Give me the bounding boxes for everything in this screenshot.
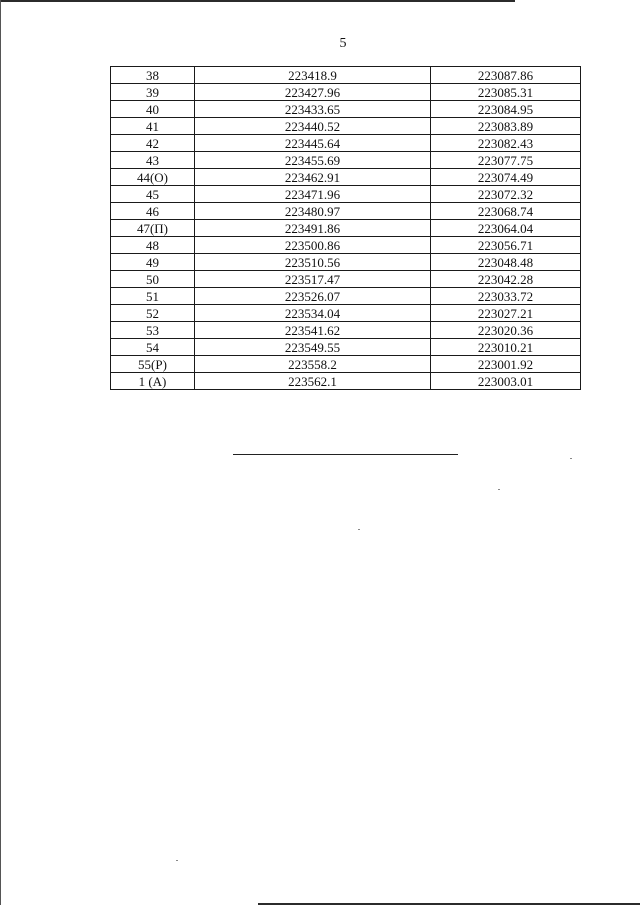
y-coordinate-cell: 223068.74: [431, 203, 581, 220]
point-number-cell: 52: [111, 305, 195, 322]
x-coordinate-cell: 223526.07: [195, 288, 431, 305]
table-row: [111, 271, 581, 288]
y-coordinate-cell: 223003.01: [431, 373, 581, 390]
table-row: [111, 322, 581, 339]
point-number-cell: 54: [111, 339, 195, 356]
x-coordinate-cell: 223549.55: [195, 339, 431, 356]
y-coordinate-cell: 223077.75: [431, 152, 581, 169]
x-coordinate-cell: 223510.56: [195, 254, 431, 271]
x-coordinate-cell: 223517.47: [195, 271, 431, 288]
table-row: [111, 118, 581, 135]
x-coordinate-cell: 223558.2: [195, 356, 431, 373]
y-coordinate-cell: 223072.32: [431, 186, 581, 203]
table-row: [111, 135, 581, 152]
table-row: [111, 288, 581, 305]
table-row: [111, 101, 581, 118]
y-coordinate-cell: 223027.21: [431, 305, 581, 322]
y-coordinate-cell: 223074.49: [431, 169, 581, 186]
point-number-cell: 45: [111, 186, 195, 203]
page-number: 5: [339, 36, 347, 51]
y-coordinate-cell: 223087.86: [431, 67, 581, 84]
x-coordinate-cell: 223500.86: [195, 237, 431, 254]
scan-edge-left: [0, 0, 1, 905]
y-coordinate-cell: 223085.31: [431, 84, 581, 101]
point-number-cell: 41: [111, 118, 195, 135]
point-number-cell: 44(O): [111, 169, 195, 186]
point-number-cell: 49: [111, 254, 195, 271]
point-number-cell: 39: [111, 84, 195, 101]
y-coordinate-cell: 223064.04: [431, 220, 581, 237]
table-row: [111, 67, 581, 84]
table-row: [111, 169, 581, 186]
point-number-cell: 46: [111, 203, 195, 220]
scan-speck: [570, 458, 572, 459]
point-number-cell: 50: [111, 271, 195, 288]
scan-speck: [358, 529, 360, 530]
point-number-cell: 53: [111, 322, 195, 339]
point-number-cell: 42: [111, 135, 195, 152]
table-row: [111, 339, 581, 356]
x-coordinate-cell: 223445.64: [195, 135, 431, 152]
scan-edge-top: [0, 0, 515, 2]
y-coordinate-cell: 223020.36: [431, 322, 581, 339]
table-row: [111, 186, 581, 203]
point-number-cell: 47(П): [111, 220, 195, 237]
table-row: [111, 254, 581, 271]
scan-speck: [498, 489, 500, 490]
point-number-cell: 51: [111, 288, 195, 305]
point-number-cell: 38: [111, 67, 195, 84]
x-coordinate-cell: 223480.97: [195, 203, 431, 220]
x-coordinate-cell: 223541.62: [195, 322, 431, 339]
table-row: [111, 237, 581, 254]
table-row: [111, 220, 581, 237]
point-number-cell: 43: [111, 152, 195, 169]
point-number-cell: 55(Р): [111, 356, 195, 373]
x-coordinate-cell: 223433.65: [195, 101, 431, 118]
y-coordinate-cell: 223056.71: [431, 237, 581, 254]
y-coordinate-cell: 223084.95: [431, 101, 581, 118]
y-coordinate-cell: 223042.28: [431, 271, 581, 288]
x-coordinate-cell: 223562.1: [195, 373, 431, 390]
coordinates-table: [110, 66, 581, 390]
x-coordinate-cell: 223440.52: [195, 118, 431, 135]
y-coordinate-cell: 223033.72: [431, 288, 581, 305]
point-number-cell: 40: [111, 101, 195, 118]
x-coordinate-cell: 223427.96: [195, 84, 431, 101]
coordinates-table-body: [111, 67, 581, 390]
y-coordinate-cell: 223010.21: [431, 339, 581, 356]
y-coordinate-cell: 223083.89: [431, 118, 581, 135]
x-coordinate-cell: 223471.96: [195, 186, 431, 203]
scan-speck: [176, 860, 178, 861]
end-rule: [233, 454, 458, 455]
point-number-cell: 1 (А): [111, 373, 195, 390]
point-number-cell: 48: [111, 237, 195, 254]
x-coordinate-cell: 223455.69: [195, 152, 431, 169]
table-row: [111, 203, 581, 220]
y-coordinate-cell: 223001.92: [431, 356, 581, 373]
x-coordinate-cell: 223462.91: [195, 169, 431, 186]
table-row: [111, 373, 581, 390]
x-coordinate-cell: 223491.86: [195, 220, 431, 237]
table-row: [111, 305, 581, 322]
y-coordinate-cell: 223082.43: [431, 135, 581, 152]
table-row: [111, 152, 581, 169]
table-row: [111, 356, 581, 373]
table-row: [111, 84, 581, 101]
x-coordinate-cell: 223534.04: [195, 305, 431, 322]
y-coordinate-cell: 223048.48: [431, 254, 581, 271]
x-coordinate-cell: 223418.9: [195, 67, 431, 84]
